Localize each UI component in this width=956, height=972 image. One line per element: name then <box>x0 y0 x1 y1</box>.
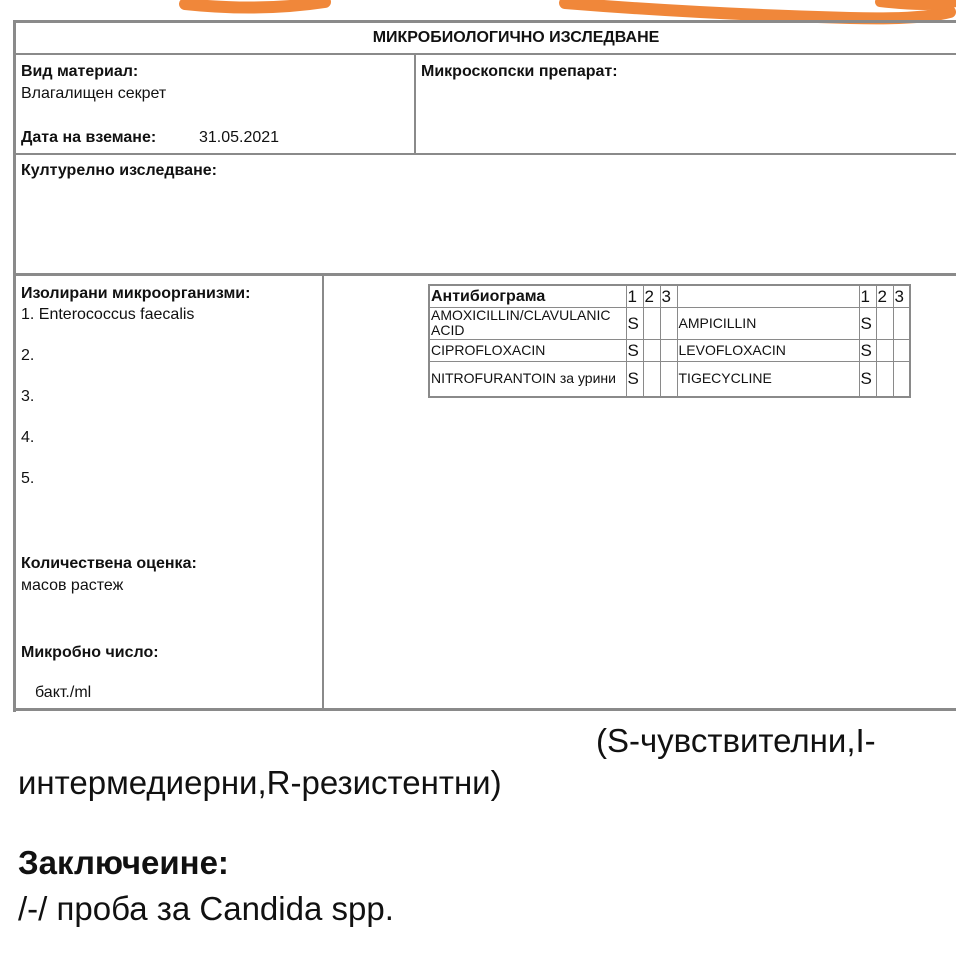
isolated-item: 3. <box>21 388 35 405</box>
isolated-item: 5. <box>21 470 35 487</box>
table-row <box>429 307 910 339</box>
count-label: Микробно число: <box>21 644 159 661</box>
legend-line-2: интермедиерни,R-резистентни) <box>18 764 502 801</box>
antibiogram-header: Антибиограма <box>429 285 626 307</box>
col-header: 2 <box>876 285 893 307</box>
legend-line-1: (S-чувствителни,I- <box>596 722 876 759</box>
date-label: Дата на вземане: <box>21 129 157 146</box>
col-header: 1 <box>859 285 876 307</box>
form-title: МИКРОБИОЛОГИЧНО ИЗСЛЕДВАНЕ <box>372 29 660 46</box>
isolated-item: 4. <box>21 429 35 446</box>
count-value: бакт./ml <box>35 684 92 701</box>
culture-label: Културелно изследване: <box>21 162 217 179</box>
result-cell: S <box>626 339 643 361</box>
result-cell: S <box>859 361 876 397</box>
col-header: 2 <box>643 285 660 307</box>
col-header: 1 <box>626 285 643 307</box>
antibiotic-name: AMOXICILLIN/CLAVULANIC ACID <box>429 307 626 339</box>
quant-value: масов растеж <box>21 577 124 594</box>
blank-header <box>677 285 859 307</box>
isolated-item: 1. Enterococcus faecalis <box>21 306 195 323</box>
antibiotic-name: CIPROFLOXACIN <box>429 339 626 361</box>
antibiogram-table <box>428 284 911 398</box>
conclusion-value: /-/ проба за Candida spp. <box>18 890 394 927</box>
result-cell: S <box>859 307 876 339</box>
result-cell: S <box>626 307 643 339</box>
material-value: Влагалищен секрет <box>21 85 167 102</box>
material-label: Вид материал: <box>21 63 139 80</box>
col-header: 3 <box>660 285 677 307</box>
antibiotic-name: NITROFURANTOIN за урини <box>429 361 626 397</box>
antibiotic-name: TIGECYCLINE <box>677 361 859 397</box>
result-cell: S <box>859 339 876 361</box>
table-row <box>429 361 910 397</box>
isolated-item: 2. <box>21 347 35 364</box>
quant-label: Количествена оценка: <box>21 555 197 572</box>
conclusion-label: Заключеине: <box>18 844 229 881</box>
result-cell: S <box>626 361 643 397</box>
col-header: 3 <box>893 285 910 307</box>
antibiotic-name: LEVOFLOXACIN <box>677 339 859 361</box>
microscopy-label: Микроскопски препарат: <box>421 63 618 80</box>
antibiotic-name: AMPICILLIN <box>677 307 859 339</box>
isolated-label: Изолирани микроорганизми: <box>21 285 251 302</box>
table-row <box>429 339 910 361</box>
date-value: 31.05.2021 <box>199 129 280 146</box>
table-header-row <box>429 285 910 307</box>
